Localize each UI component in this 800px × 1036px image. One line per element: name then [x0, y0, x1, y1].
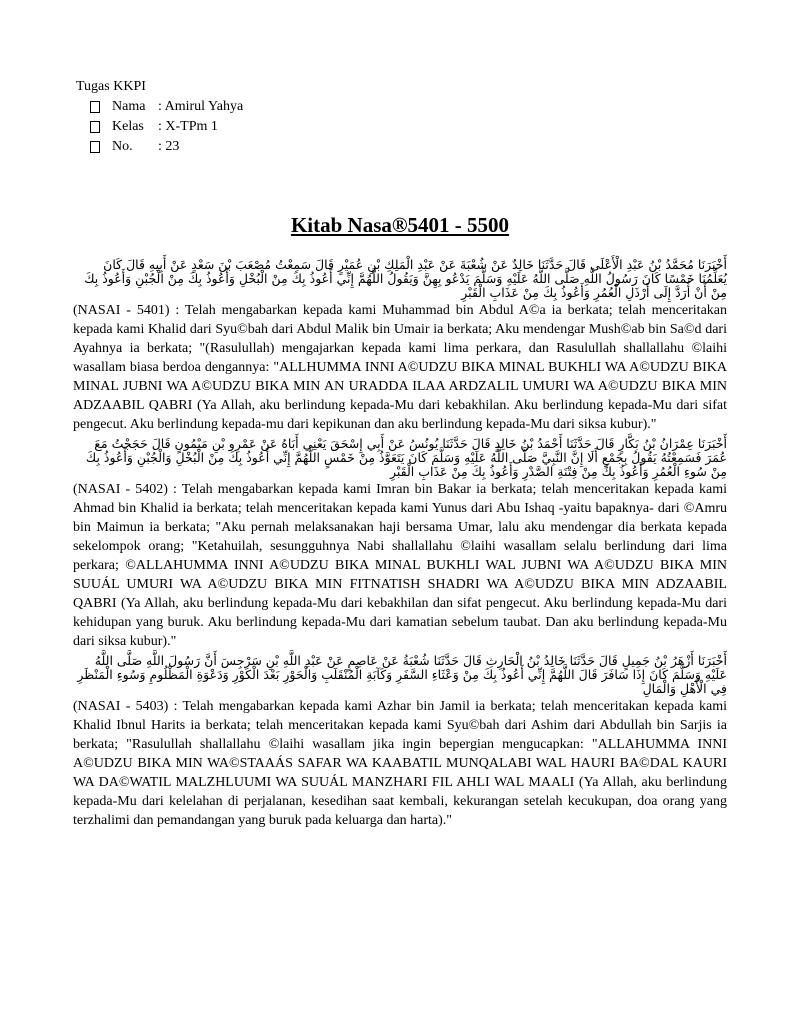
header-item-class	[76, 117, 243, 137]
hadith-entry	[73, 437, 727, 651]
translation-text: (NASAI - 5401) : Telah mengabarkan kepada kami Muhammad bin Abdul A©a ia berkata; telah menceritakan kepada kami Khalid dari Syu©bah dari Abdul Malik bin Umair ia berkata; Aku mendengar Mush©ab bin Sa©d dari Ayahnya ia berkata; "(Rasulullah) mengajarkan kepada kami lima perkara, dan Rasulullah shallallahu ©laihi wasallam biasa berdoa dengannya: "ALLHUMMA INNI A©UDZU BIKA MINAL BUKHLI WA A©UDZU BIKA MINAL JUBNI WA A©UDZU BIKA MIN AN URADDA ILAA ARDZALIL UMURI WA A©UDZU BIKA MIN ADZAABIL QABRI (Ya Allah, aku berlindung kepada-Mu dari kebakhilan. Aku berlindung kepada-Mu dari sifat pengecut. Aku berlindung kepada-mu dari kepikunan dan aku berlindung kepada-Mu dari siksa kubur)."	[73, 303, 727, 432]
arabic-text: أَخْبَرَنَا عِمْرَانُ بْنُ بَكَّارٍ قَالَ حَدَّثَنَا أَحْمَدُ بْنُ خَالِدٍ قَالَ حَدَّثَنَا يُونُسُ عَنْ أَبِي إِسْحَقَ يَعْنِي أَبَاهُ عَنْ عَمْرِو بْنِ مَيْمُونٍ قَالَ حَجَجْتُ مَعَ عُمَرَ فَسَمِعْتُهُ يَقُولُ بِجَمْعٍ أَلَا إِنَّ النَّبِيَّ صَلَّى اللَّهُ عَلَيْهِ وَسَلَّمَ كَانَ يَتَعَوَّذُ مِنْ خَمْسٍ اللَّهُمَّ إِنِّي أَعُوذُ بِكَ مِنْ الْبُخْلِ وَالْجُبْنِ وَأَعُوذُ بِكَ مِنْ سُوءِ الْعُمُرِ وَأَعُوذُ بِكَ مِنْ فِتْنَةِ الصَّدْرِ وَأَعُوذُ بِكَ مِنْ عَذَابِ الْقَبْرِ	[85, 436, 727, 479]
assignment-header	[76, 77, 243, 157]
header-item-name	[76, 97, 243, 117]
arabic-text: أَخْبَرَنَا أَزْهَرُ بْنُ جَمِيلٍ قَالَ حَدَّثَنَا خَالِدُ بْنُ الْحَارِثِ قَالَ حَدَّثَنَا شُعْبَةُ عَنْ عَاصِمٍ عَنْ عَبْدِ اللَّهِ بْنِ سَرْجِسَ أَنَّ رَسُولَ اللَّهِ صَلَّى اللَّهُ عَلَيْهِ وَسَلَّمَ كَانَ إِذَا سَافَرَ قَالَ اللَّهُمَّ إِنِّي أَعُوذُ بِكَ مِنْ وَعْثَاءِ السَّفَرِ وَكَآبَةِ الْمُنْقَلَبِ وَالْحَوْرِ بَعْدَ الْكَوْرِ وَدَعْوَةِ الْمَظْلُومِ وَسُوءِ الْمَنْظَرِ فِي الْأَهْلِ وَالْمَالِ	[77, 653, 727, 696]
hadith-entry	[73, 258, 727, 434]
header-title: Tugas KKPI	[76, 79, 146, 94]
hadith-entry	[73, 654, 727, 830]
header-item-label: Nama	[112, 99, 146, 114]
header-item-number	[76, 137, 243, 157]
header-item-value: : 23	[158, 139, 180, 154]
header-item-value: : X-TPm 1	[158, 119, 218, 134]
hadith-list	[73, 258, 727, 833]
translation-text: (NASAI - 5403) : Telah mengabarkan kepada kami Azhar bin Jamil ia berkata; telah menceritakan kepada kami Khalid Ibnul Harits ia berkata; telah menceritakan kepada kami Syu©bah dari Ashim dari Abdullah bin Sarjis ia berkata; "Rasulullah shallallahu ©laihi wasallam jika ingin bepergian mengucapkan: "ALLAHUMMA INNI A©UDZU BIKA MIN WA©STAAÁS SAFAR WA KAABATIL MUNQALABI WAL HAURI BA©DAL KAURI WA DA©WATIL MALZHLUUMI WA SUUÁL MANZHARI FIL AHLI WAL MAALI (Ya Allah, aku berlindung kepada-Mu dari kelelahan di perjalanan, kesedihan saat kembali, kekurangan setelah kecukupan, doa orang yang terzhalimi dan pemandangan yang buruk pada keluarga dan harta)."	[73, 699, 727, 828]
header-item-label: No.	[112, 139, 133, 154]
document-title: Kitab Nasa®5401 - 5500	[290, 213, 510, 237]
checkbox-bullet-icon	[90, 101, 100, 113]
arabic-text: أَخْبَرَنَا مُحَمَّدُ بْنُ عَبْدِ الْأَعْلَى قَالَ حَدَّثَنَا خَالِدٌ عَنْ شُعْبَةَ عَنْ عَبْدِ الْمَلِكِ بْنِ عُمَيْرٍ قَالَ سَمِعْتُ مُصْعَبَ بْنَ سَعْدٍ عَنْ أَبِيهِ قَالَ كَانَ يُعَلِّمُنَا خَمْسًا كَانَ رَسُولُ اللَّهِ صَلَّى اللَّهُ عَلَيْهِ وَسَلَّمَ يَدْعُو بِهِنَّ وَيَقُولُ اللَّهُمَّ إِنِّي أَعُوذُ بِكَ مِنْ الْبُخْلِ وَأَعُوذُ بِكَ مِنْ الْجُبْنِ وَأَعُوذُ بِكَ مِنْ أَنْ أُرَدَّ إِلَى أَرْذَلِ الْعُمُرِ وَأَعُوذُ بِكَ مِنْ عَذَابِ الْقَبْرِ	[84, 257, 727, 300]
translation-text: (NASAI - 5402) : Telah mengabarkan kepada kami Imran bin Bakar ia berkata; telah menceritakan kepada kami Ahmad bin Khalid ia berkata; telah menceritakan kepada kami Yunus dari Abu Ishaq -yaitu bapaknya- dari ©Amru bin Maimun ia berkata; "Aku pernah melaksanakan haji bersama Umar, lalu aku mendengar dia berkata kepada sekelompok orang; "Ketahuilah, sesungguhnya Nabi shallallahu ©laihi wasallam selalu berlindung dari lima perkara; ©ALLAHUMMA INNI A©UDZU BIKA MINAL BUKHLI WAL JUBNI WA A©UDZU BIKA MIN SUUÁL UMURI WA A©UDZU BIKA MIN FITNATISH SHADRI WA A©UDZU BIKA MIN ADZAABIL QABRI (Ya Allah, aku berlindung kepada-Mu dari kebakhilan dan sifat pengecut. Aku berlindung kepada-Mu dari kehidupan yang buruk. Aku berlindung kepada-Mu dari kamatian sebelum taubat. Dan aku berlindung kepada-Mu dari siksa kubur)."	[73, 482, 727, 649]
header-item-label: Kelas	[112, 119, 144, 134]
header-item-value: : Amirul Yahya	[158, 99, 244, 114]
checkbox-bullet-icon	[90, 141, 100, 153]
checkbox-bullet-icon	[90, 121, 100, 133]
